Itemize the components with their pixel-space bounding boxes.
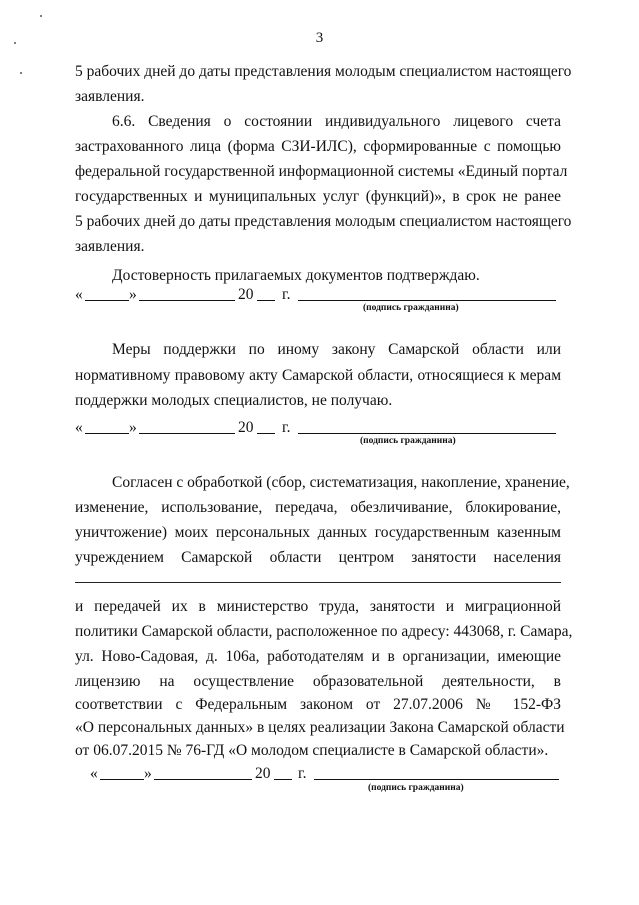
day-blank[interactable] bbox=[85, 433, 129, 434]
scan-speck bbox=[20, 72, 22, 74]
text-line: 6.6. Сведения о состоянии индивидуального лицевого счета bbox=[112, 113, 561, 130]
open-quote: « bbox=[75, 286, 83, 303]
text-line: заявления. bbox=[75, 88, 145, 105]
year-blank[interactable] bbox=[274, 779, 292, 780]
text-line: уничтожение) моих персональных данных государственным казенным bbox=[75, 524, 561, 541]
text-line: политики Самарской области, расположенное по адресу: 443068, г. Самара, bbox=[75, 623, 573, 640]
open-quote: « bbox=[90, 765, 98, 782]
signature-blank[interactable] bbox=[298, 433, 556, 434]
signature-caption: (подпись гражданина) bbox=[368, 783, 464, 793]
close-quote: » bbox=[144, 765, 152, 782]
confirm-text: Достоверность прилагаемых документов подтверждаю. bbox=[112, 267, 480, 284]
month-blank[interactable] bbox=[139, 300, 235, 301]
text-line: Меры поддержки по иному закону Самарской области или bbox=[112, 341, 561, 358]
open-quote: « bbox=[75, 419, 83, 436]
text-line: заявления. bbox=[75, 238, 145, 255]
year-suffix: г. bbox=[298, 765, 307, 782]
signature-caption: (подпись гражданина) bbox=[360, 436, 456, 446]
text-line: ул. Ново-Садовая, д. 106а, работодателям и в организации, имеющие bbox=[75, 648, 561, 665]
signature-blank[interactable] bbox=[298, 300, 556, 301]
month-blank[interactable] bbox=[154, 779, 252, 780]
text-line: застрахованного лица (форма СЗИ-ИЛС), сформированные с помощью bbox=[75, 138, 561, 155]
text-line: учреждением Самарской области центром занятости населения bbox=[75, 549, 561, 566]
page-number: 3 bbox=[315, 30, 324, 46]
text-line: соответствии с Федеральным законом от 27.07.2006 № 152-ФЗ bbox=[75, 696, 561, 713]
fill-in-line[interactable] bbox=[75, 582, 561, 583]
text-line: нормативному правовому акту Самарской области, относящиеся к мерам bbox=[75, 367, 561, 384]
year-prefix: 20 bbox=[238, 419, 254, 436]
text-line: «О персональных данных» в целях реализации Закона Самарской области bbox=[75, 719, 565, 736]
text-line: лицензию на осуществление образовательной деятельности, в bbox=[75, 673, 561, 690]
text-line: 5 рабочих дней до даты представления молодым специалистом настоящего bbox=[75, 63, 572, 80]
text-line: и передачей их в министерство труда, занятости и миграционной bbox=[75, 598, 561, 615]
day-blank[interactable] bbox=[85, 300, 129, 301]
close-quote: » bbox=[129, 286, 137, 303]
month-blank[interactable] bbox=[139, 433, 235, 434]
year-prefix: 20 bbox=[238, 286, 254, 303]
year-suffix: г. bbox=[282, 286, 291, 303]
text-line: от 06.07.2015 № 76-ГД «О молодом специалисте в Самарской области». bbox=[75, 742, 549, 759]
text-line: изменение, использование, передача, обезличивание, блокирование, bbox=[75, 499, 561, 516]
text-line: 5 рабочих дней до даты представления молодым специалистом настоящего bbox=[75, 213, 572, 230]
text-line: поддержки молодых специалистов, не получаю. bbox=[75, 392, 393, 409]
year-blank[interactable] bbox=[257, 433, 275, 434]
text-line: Согласен с обработкой (сбор, систематизация, накопление, хранение, bbox=[112, 474, 570, 491]
signature-caption: (подпись гражданина) bbox=[363, 303, 459, 313]
year-blank[interactable] bbox=[257, 300, 275, 301]
day-blank[interactable] bbox=[100, 779, 144, 780]
year-prefix: 20 bbox=[255, 765, 271, 782]
text-line: федеральной государственной информационной системы «Единый портал bbox=[75, 163, 568, 180]
scan-speck bbox=[40, 15, 42, 17]
text-line: государственных и муниципальных услуг (функций)», в срок не ранее bbox=[75, 188, 561, 205]
year-suffix: г. bbox=[282, 419, 291, 436]
close-quote: » bbox=[129, 419, 137, 436]
signature-blank[interactable] bbox=[314, 779, 559, 780]
